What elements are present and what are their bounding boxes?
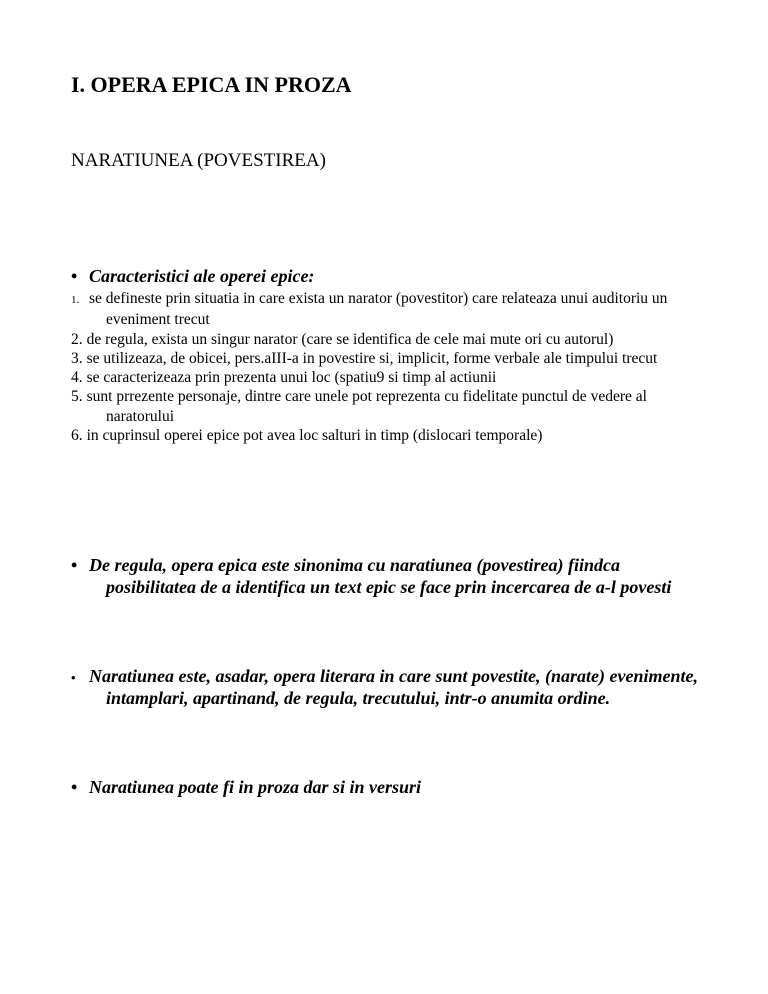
- list-item-text: sunt prrezente personaje, dintre care unele pot reprezenta cu fidelitate punctul de vedere al naratorului: [86, 388, 647, 425]
- statement-row: [71, 554, 711, 598]
- list-item-number: 4.: [71, 369, 83, 387]
- list-item-number: 1.: [71, 294, 80, 306]
- list-item: [71, 387, 711, 426]
- list-item-number: 3.: [71, 349, 83, 367]
- list-item: [71, 368, 711, 387]
- statement-text: Naratiunea poate fi in proza dar si in versuri: [89, 777, 422, 797]
- statement-row: [71, 665, 711, 709]
- bullet-icon: •: [71, 266, 78, 286]
- characteristics-list: [71, 289, 711, 445]
- characteristics-heading: Caracteristici ale operei epice:: [89, 266, 315, 286]
- bullet-icon: •: [71, 670, 76, 685]
- list-item-text: de regula, exista un singur narator (care se identifica de cele mai mute ori cu autorul): [86, 330, 614, 348]
- list-item-text: in cuprinsul operei epice pot avea loc salturi in timp (dislocari temporale): [86, 427, 543, 445]
- list-item-text: se utilizeaza, de obicei, pers.aIII-a in povestire si, implicit, forme verbale ale timpului trecut: [86, 349, 658, 367]
- list-item-text: se caracterizeaza prin prezenta unui loc (spatiu9 si timp al actiunii: [86, 369, 497, 387]
- bullet-icon: •: [71, 777, 78, 797]
- statement-text: De regula, opera epica este sinonima cu naratiunea (povestirea) fiindca posibilitatea de a identifica un text epic se face prin incercarea de a-l povesti: [89, 555, 672, 597]
- statement-text: Naratiunea este, asadar, opera literara in care sunt povestite, (narate) evenimente, intamplari, apartinand, de regula, trecutului, intr-o anumita ordine.: [89, 666, 698, 708]
- page-title: I. OPERA EPICA IN PROZA: [71, 72, 352, 97]
- list-item-text: se defineste prin situatia in care exista un narator (povestitor) care relateaza unui auditoriu un eveniment trecut: [89, 290, 668, 329]
- list-item-number: 5.: [71, 388, 83, 406]
- list-item: [71, 349, 711, 368]
- list-item: [71, 289, 711, 330]
- bullet-icon: •: [71, 555, 78, 575]
- characteristics-heading-row: [71, 265, 711, 287]
- list-item-number: 6.: [71, 427, 83, 445]
- statement-row: [71, 776, 711, 798]
- page-subtitle: NARATIUNEA (POVESTIREA): [71, 150, 326, 171]
- list-item-number: 2.: [71, 330, 83, 348]
- list-item: [71, 426, 711, 445]
- list-item: [71, 330, 711, 349]
